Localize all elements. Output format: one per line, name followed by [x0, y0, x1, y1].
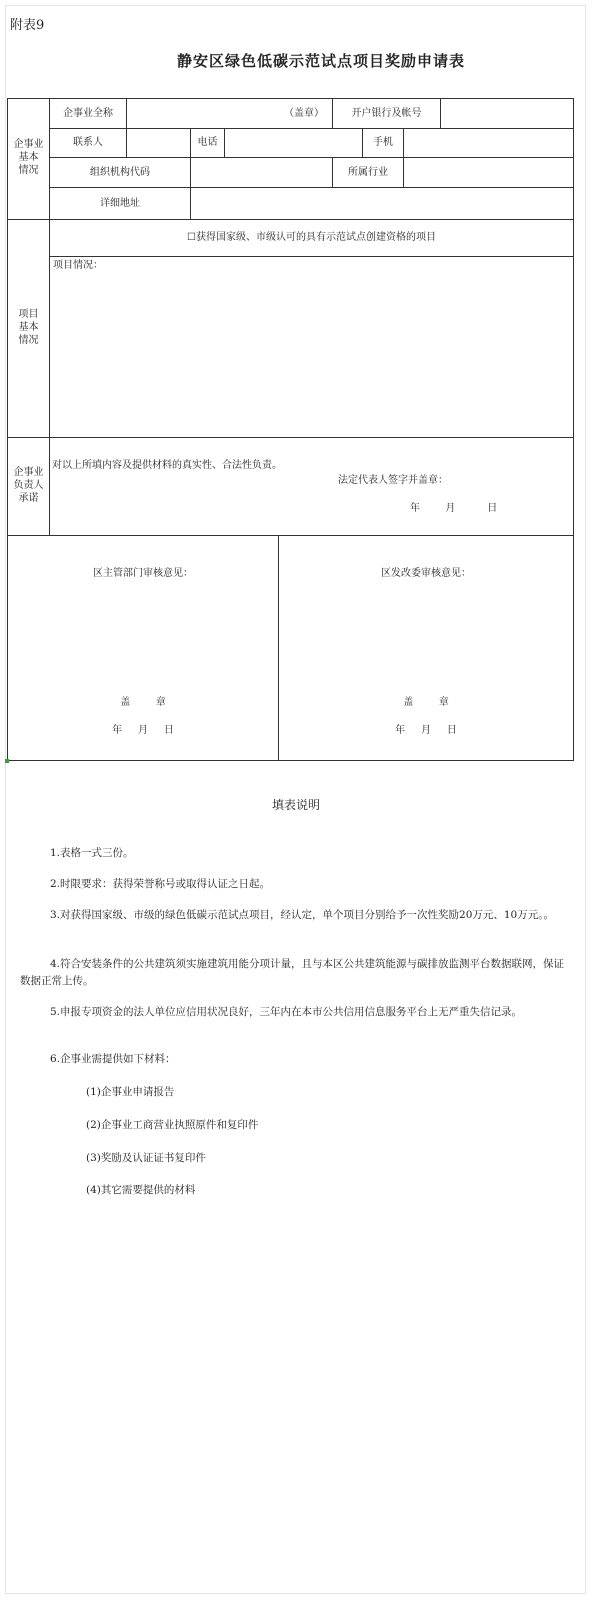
commitment-date: 年 月 日	[410, 503, 498, 514]
instruction-item: 4.符合安装条件的公共建筑须实施建筑用能分项计量，且与本区公共建筑能源与碳排放监测平台数据联网，保证数据正常上传。	[20, 958, 565, 987]
seal-note: （盖章）	[284, 107, 324, 119]
material-item: (2)企事业工商营业执照原件和复印件	[86, 1119, 259, 1131]
material-item: (1)企事业申请报告	[86, 1086, 175, 1098]
bank-account-label: 开户银行及帐号	[351, 107, 422, 119]
qualification-checkbox[interactable]: ☐获得国家级、市级认可的具有示范试点创建资格的项目	[187, 232, 436, 243]
company-name-label: 企事业全称	[63, 107, 113, 119]
project-situation-label: 项目情况：	[53, 260, 103, 271]
district-dept-seal: 盖 章	[120, 697, 166, 708]
industry-field[interactable]	[404, 158, 573, 187]
address-field[interactable]	[191, 188, 573, 219]
instruction-item: 3.对获得国家级、市级的绿色低碳示范试点项目，经认定，单个项目分别给予一次性奖励20万元、10万元。。	[50, 909, 554, 921]
attachment-label: 附表9	[10, 18, 45, 33]
project-info-section-label: 项目 基本 情况	[18, 309, 39, 346]
material-item: (4)其它需要提供的材料	[86, 1184, 196, 1196]
instruction-item: 2.时限要求：获得荣誉称号或取得认证之日起。	[50, 878, 271, 890]
district-dept-review-label: 区主管部门审核意见：	[93, 568, 193, 579]
drc-review-label: 区发改委审核意见：	[381, 568, 471, 579]
instruction-item: 1.表格一式三份。	[50, 847, 134, 859]
instruction-item: 5.申报专项资金的法人单位应信用状况良好，三年内在本市公共信用信息服务平台上无严重失信记录。	[50, 1006, 523, 1018]
signature-label: 法定代表人签字并盖章：	[338, 475, 448, 486]
basic-info-section-label: 企事业 基本 情况	[13, 139, 44, 176]
drc-date: 年 月 日	[395, 725, 457, 736]
phone-field[interactable]	[225, 129, 362, 157]
cell-marker	[5, 759, 9, 763]
contact-field[interactable]	[127, 129, 190, 157]
project-situation-field[interactable]	[50, 272, 573, 436]
material-item: (3)奖励及认证证书复印件	[86, 1152, 206, 1164]
mobile-label: 手机	[373, 137, 393, 148]
district-dept-date: 年 月 日	[112, 725, 174, 736]
commitment-statement: 对以上所填内容及提供材料的真实性、合法性负责。	[52, 460, 282, 471]
industry-label: 所属行业	[348, 166, 388, 178]
mobile-field[interactable]	[404, 129, 573, 157]
company-name-field[interactable]	[127, 99, 332, 128]
contact-label: 联系人	[73, 137, 103, 148]
form-title: 静安区绿色低碳示范试点项目奖励申请表	[176, 52, 465, 70]
phone-label: 电话	[197, 137, 218, 148]
bank-account-field[interactable]	[441, 99, 573, 128]
org-code-label: 组织机构代码	[90, 166, 150, 178]
commitment-section-label: 企事业 负责人 承诺	[13, 467, 44, 504]
address-label: 详细地址	[100, 197, 140, 209]
drc-seal: 盖 章	[403, 697, 449, 708]
org-code-field[interactable]	[191, 158, 332, 187]
instructions-heading: 填表说明	[271, 798, 320, 812]
instruction-item: 6.企事业需提供如下材料：	[50, 1053, 176, 1065]
